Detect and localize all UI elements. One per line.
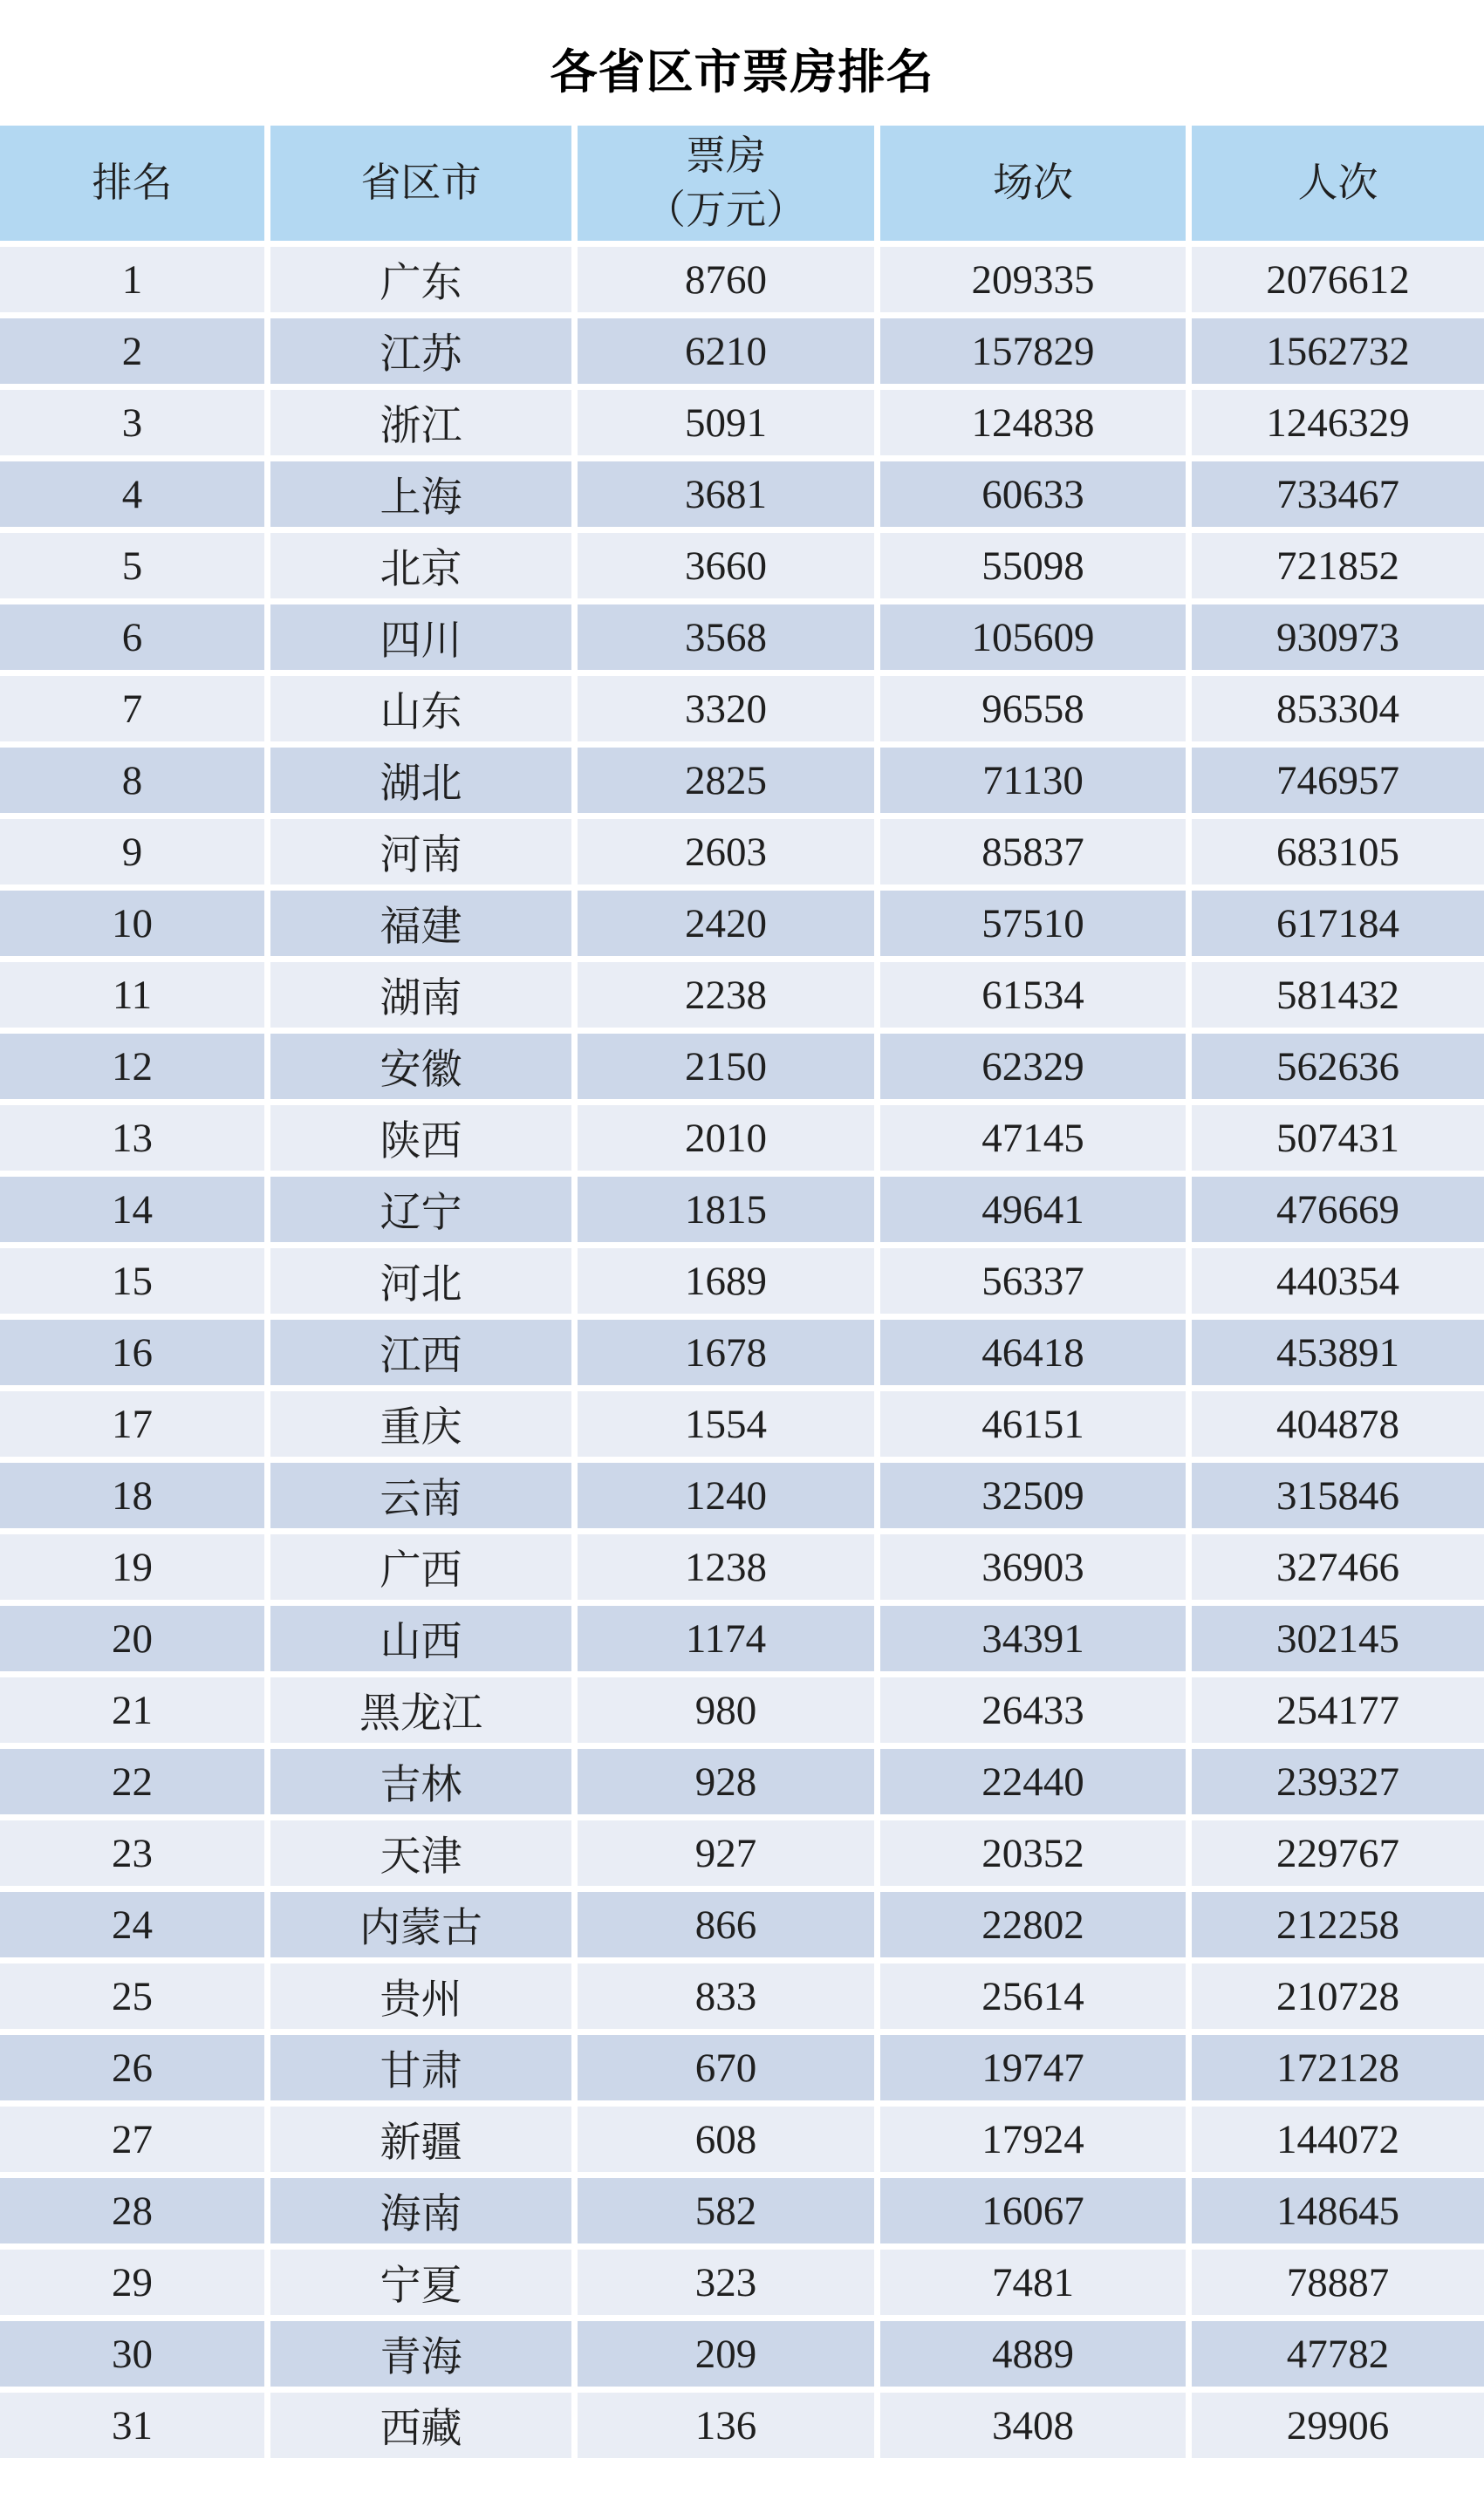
cell-province: 四川 [270,604,571,670]
cell-admissions: 404878 [1192,1391,1484,1457]
cell-province: 湖北 [270,748,571,813]
table-row [0,891,1484,956]
table-row [0,1248,1484,1314]
cell-boxoffice: 2420 [578,891,874,956]
cell-rank: 13 [0,1105,264,1171]
cell-sessions: 105609 [880,604,1186,670]
cell-sessions: 157829 [880,318,1186,384]
cell-boxoffice: 136 [578,2393,874,2458]
table-row [0,819,1484,884]
cell-rank: 17 [0,1391,264,1457]
cell-sessions: 36903 [880,1534,1186,1600]
table-row [0,1820,1484,1886]
cell-boxoffice: 1174 [578,1606,874,1671]
table-row [0,318,1484,384]
cell-admissions: 254177 [1192,1677,1484,1743]
cell-boxoffice: 1238 [578,1534,874,1600]
cell-sessions: 57510 [880,891,1186,956]
cell-province: 西藏 [270,2393,571,2458]
cell-rank: 16 [0,1320,264,1385]
cell-rank: 23 [0,1820,264,1886]
cell-province: 重庆 [270,1391,571,1457]
cell-province: 福建 [270,891,571,956]
cell-province: 安徽 [270,1034,571,1099]
cell-rank: 19 [0,1534,264,1600]
table-row [0,1963,1484,2029]
cell-province: 辽宁 [270,1177,571,1242]
cell-rank: 27 [0,2107,264,2172]
cell-sessions: 46418 [880,1320,1186,1385]
col-header-admissions-label: 人次 [1297,160,1378,206]
cell-rank: 25 [0,1963,264,2029]
cell-sessions: 124838 [880,390,1186,455]
cell-sessions: 209335 [880,247,1186,312]
cell-admissions: 239327 [1192,1749,1484,1814]
cell-rank: 29 [0,2250,264,2315]
cell-rank: 9 [0,819,264,884]
table-row [0,2250,1484,2315]
cell-sessions: 60633 [880,461,1186,527]
cell-sessions: 26433 [880,1677,1186,1743]
table-row [0,1677,1484,1743]
cell-rank: 15 [0,1248,264,1314]
cell-province: 山西 [270,1606,571,1671]
table-row [0,461,1484,527]
cell-sessions: 62329 [880,1034,1186,1099]
table-body [0,247,1484,2458]
cell-admissions: 930973 [1192,604,1484,670]
cell-admissions: 507431 [1192,1105,1484,1171]
cell-boxoffice: 2825 [578,748,874,813]
cell-rank: 7 [0,676,264,741]
cell-sessions: 85837 [880,819,1186,884]
cell-province: 海南 [270,2178,571,2243]
cell-boxoffice: 5091 [578,390,874,455]
cell-rank: 28 [0,2178,264,2243]
cell-admissions: 315846 [1192,1463,1484,1528]
cell-rank: 21 [0,1677,264,1743]
cell-rank: 14 [0,1177,264,1242]
cell-boxoffice: 833 [578,1963,874,2029]
cell-rank: 12 [0,1034,264,1099]
cell-admissions: 853304 [1192,676,1484,741]
cell-admissions: 581432 [1192,962,1484,1028]
cell-sessions: 20352 [880,1820,1186,1886]
table-row [0,1463,1484,1528]
cell-province: 吉林 [270,1749,571,1814]
cell-admissions: 229767 [1192,1820,1484,1886]
cell-sessions: 49641 [880,1177,1186,1242]
cell-boxoffice: 323 [578,2250,874,2315]
table-row [0,390,1484,455]
table-row [0,604,1484,670]
table-row [0,1177,1484,1242]
cell-province: 云南 [270,1463,571,1528]
cell-rank: 3 [0,390,264,455]
table-header-row [0,126,1484,241]
cell-boxoffice: 3660 [578,533,874,598]
table-row [0,2393,1484,2458]
cell-boxoffice: 2238 [578,962,874,1028]
cell-sessions: 47145 [880,1105,1186,1171]
table-row [0,1320,1484,1385]
col-header-province-label: 省区市 [360,160,482,206]
cell-boxoffice: 2150 [578,1034,874,1099]
col-header-admissions [1192,126,1484,241]
cell-sessions: 25614 [880,1963,1186,2029]
col-header-province [270,126,571,241]
cell-boxoffice: 927 [578,1820,874,1886]
cell-rank: 11 [0,962,264,1028]
cell-sessions: 4889 [880,2321,1186,2387]
table-row [0,1391,1484,1457]
cell-admissions: 683105 [1192,819,1484,884]
table-row [0,962,1484,1028]
cell-admissions: 733467 [1192,461,1484,527]
cell-province: 内蒙古 [270,1892,571,1957]
cell-boxoffice: 1815 [578,1177,874,1242]
cell-province: 广东 [270,247,571,312]
cell-province: 北京 [270,533,571,598]
table-row [0,2178,1484,2243]
col-header-sessions [880,126,1186,241]
cell-rank: 31 [0,2393,264,2458]
cell-admissions: 746957 [1192,748,1484,813]
cell-admissions: 617184 [1192,891,1484,956]
cell-rank: 30 [0,2321,264,2387]
cell-rank: 1 [0,247,264,312]
cell-province: 山东 [270,676,571,741]
cell-rank: 5 [0,533,264,598]
cell-rank: 10 [0,891,264,956]
cell-rank: 4 [0,461,264,527]
col-header-sessions-label: 场次 [993,160,1073,206]
cell-admissions: 327466 [1192,1534,1484,1600]
cell-admissions: 148645 [1192,2178,1484,2243]
cell-province: 黑龙江 [270,1677,571,1743]
cell-province: 江西 [270,1320,571,1385]
cell-sessions: 61534 [880,962,1186,1028]
cell-admissions: 210728 [1192,1963,1484,2029]
cell-province: 贵州 [270,1963,571,2029]
cell-admissions: 212258 [1192,1892,1484,1957]
cell-province: 陕西 [270,1105,571,1171]
cell-boxoffice: 582 [578,2178,874,2243]
cell-boxoffice: 928 [578,1749,874,1814]
cell-province: 江苏 [270,318,571,384]
cell-admissions: 78887 [1192,2250,1484,2315]
cell-rank: 24 [0,1892,264,1957]
ranking-table [0,120,1484,2464]
cell-boxoffice: 1240 [578,1463,874,1528]
table-row [0,2321,1484,2387]
cell-sessions: 22440 [880,1749,1186,1814]
cell-admissions: 721852 [1192,533,1484,598]
cell-boxoffice: 6210 [578,318,874,384]
page-title: 各省区市票房排名 [550,46,934,99]
table-row [0,533,1484,598]
cell-province: 湖南 [270,962,571,1028]
cell-boxoffice: 1678 [578,1320,874,1385]
cell-boxoffice: 209 [578,2321,874,2387]
col-header-boxoffice-line2: （万元） [646,188,806,233]
col-header-boxoffice [578,126,874,241]
cell-admissions: 476669 [1192,1177,1484,1242]
page [0,47,1484,2520]
cell-rank: 8 [0,748,264,813]
cell-rank: 18 [0,1463,264,1528]
cell-sessions: 46151 [880,1391,1186,1457]
table-row [0,1534,1484,1600]
cell-sessions: 22802 [880,1892,1186,1957]
cell-boxoffice: 8760 [578,247,874,312]
cell-rank: 22 [0,1749,264,1814]
table-row [0,2107,1484,2172]
cell-sessions: 16067 [880,2178,1186,2243]
cell-province: 广西 [270,1534,571,1600]
table-row [0,676,1484,741]
cell-admissions: 1246329 [1192,390,1484,455]
table-row [0,2035,1484,2100]
cell-sessions: 34391 [880,1606,1186,1671]
cell-admissions: 172128 [1192,2035,1484,2100]
cell-admissions: 29906 [1192,2393,1484,2458]
cell-province: 河南 [270,819,571,884]
cell-province: 上海 [270,461,571,527]
cell-admissions: 562636 [1192,1034,1484,1099]
cell-province: 浙江 [270,390,571,455]
cell-admissions: 144072 [1192,2107,1484,2172]
table-row [0,247,1484,312]
cell-admissions: 2076612 [1192,247,1484,312]
col-header-boxoffice-line1: 票房 [686,133,766,179]
cell-admissions: 453891 [1192,1320,1484,1385]
cell-province: 青海 [270,2321,571,2387]
cell-sessions: 19747 [880,2035,1186,2100]
cell-rank: 26 [0,2035,264,2100]
table-row [0,748,1484,813]
cell-sessions: 55098 [880,533,1186,598]
col-header-rank [0,126,264,241]
cell-boxoffice: 1554 [578,1391,874,1457]
cell-sessions: 17924 [880,2107,1186,2172]
cell-admissions: 440354 [1192,1248,1484,1314]
cell-sessions: 7481 [880,2250,1186,2315]
cell-sessions: 96558 [880,676,1186,741]
cell-boxoffice: 608 [578,2107,874,2172]
cell-boxoffice: 2603 [578,819,874,884]
table-row [0,1034,1484,1099]
cell-rank: 2 [0,318,264,384]
cell-province: 新疆 [270,2107,571,2172]
col-header-rank-label: 排名 [92,160,173,206]
cell-province: 甘肃 [270,2035,571,2100]
cell-boxoffice: 2010 [578,1105,874,1171]
cell-boxoffice: 3568 [578,604,874,670]
cell-rank: 6 [0,604,264,670]
table-row [0,1606,1484,1671]
table-row [0,1892,1484,1957]
cell-boxoffice: 1689 [578,1248,874,1314]
cell-boxoffice: 980 [578,1677,874,1743]
cell-province: 宁夏 [270,2250,571,2315]
cell-province: 天津 [270,1820,571,1886]
cell-boxoffice: 866 [578,1892,874,1957]
table-row [0,1749,1484,1814]
cell-province: 河北 [270,1248,571,1314]
cell-rank: 20 [0,1606,264,1671]
cell-boxoffice: 3681 [578,461,874,527]
cell-sessions: 3408 [880,2393,1186,2458]
cell-admissions: 47782 [1192,2321,1484,2387]
cell-sessions: 71130 [880,748,1186,813]
cell-sessions: 32509 [880,1463,1186,1528]
cell-sessions: 56337 [880,1248,1186,1314]
cell-admissions: 302145 [1192,1606,1484,1671]
cell-boxoffice: 3320 [578,676,874,741]
table-row [0,1105,1484,1171]
cell-boxoffice: 670 [578,2035,874,2100]
cell-admissions: 1562732 [1192,318,1484,384]
